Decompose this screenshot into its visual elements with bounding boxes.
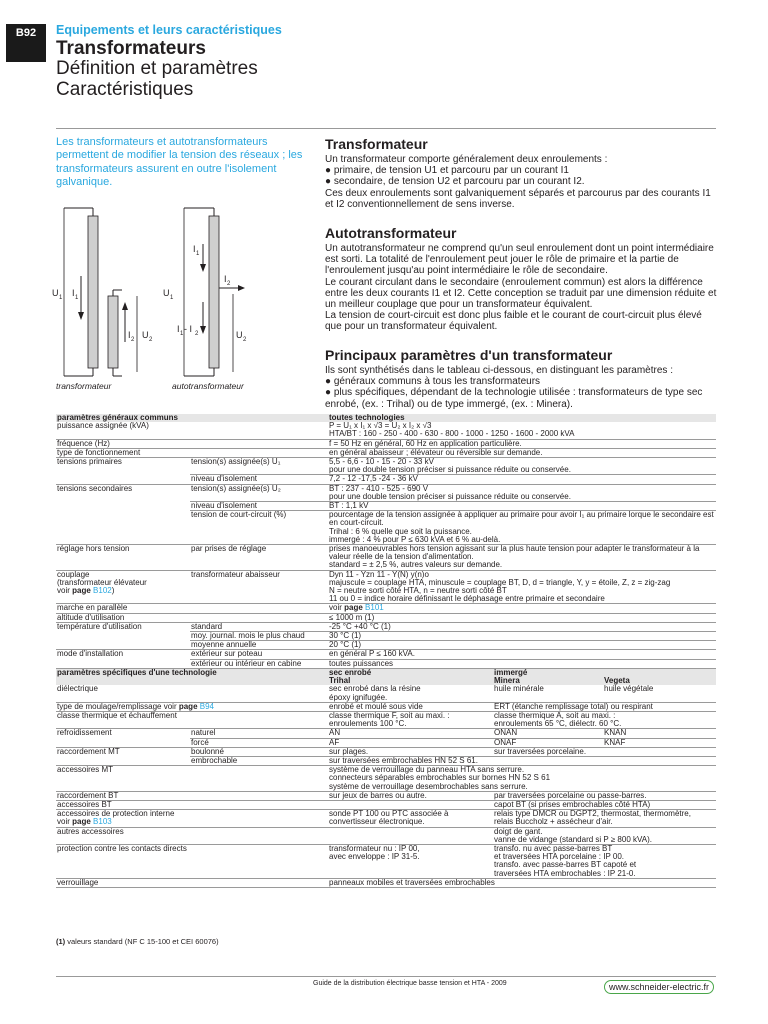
svg-text:I: I [177,324,180,334]
svg-text:1: 1 [170,295,174,301]
section-title: Autotransformateur [325,225,457,241]
svg-text:1: 1 [75,295,79,301]
paragraph: Le courant circulant dans le secondaire (enroulement commun) est alors la différence entre les deux courants I1 et I2. Cette conception se traduit par une dimension réduite et un meilleur couplage que pour un transformateur équivalent. [325,276,717,311]
svg-text:U: U [236,330,243,340]
svg-text:2: 2 [227,281,231,287]
table-row: moyenne annuelle 20 °C (1) [56,641,716,650]
website-link[interactable]: www.schneider-electric.fr [604,980,714,994]
paragraph: Ils sont synthétisés dans le tableau ci-dessous, en distinguant les paramètres : [325,365,673,376]
svg-text:2: 2 [149,337,153,343]
table-row: diélectrique sec enrobé dans la résine époxy ignifugée. huile minérale huile végétale [56,685,716,702]
table-row: embrochable sur traversées embrochables HN 52 S 61. [56,756,716,765]
svg-text:U: U [52,288,59,298]
table-row: protection contre les contacts directs transformateur nu : IP 00, avec enveloppe : IP 31-5. transfo. nu avec passe-barres BT et traversées HTA porcelaine : IP 00. transfo. avec passe-barres BT capoté et traversées HTA embrochables : IP 21-0. [56,844,716,878]
svg-text:1: 1 [180,331,184,337]
table-header: paramètres spécifiques d'une technologie sec enrobé immergé [56,668,716,677]
table-row: accessoires BT capot BT (si prises embrochables côté HTA) [56,800,716,809]
footer-divider [56,976,716,977]
bullet: ● généraux communs à tous les transformateurs [325,376,541,388]
svg-text:I: I [224,274,227,284]
table-row: fréquence (Hz) f = 50 Hz en général, 60 Hz en application particulière. [56,439,716,448]
table-row: moy. journal. mois le plus chaud 30 °C (1) [56,632,716,641]
table-row: raccordement MT boulonné sur plages. sur traversées porcelaine. [56,747,716,756]
secondary-winding [108,296,118,368]
bullet: ● secondaire, de tension U2 et parcouru par un courant I2. [325,176,585,188]
paragraph: Ces deux enroulements sont galvaniquement séparés et parcourus par des courants I1 et I2 conventionnellement de sens inverse. [325,187,711,210]
table-row: marche en parallèle voir page B101 [56,604,716,613]
svg-text:U: U [163,288,170,298]
table-row: réglage hors tension par prises de réglage prises manoeuvrables hors tension agissant sur la plus haute tension pour adapter le transformateur à la valeur réelle de la tension d'alimentation. standard = ± 2,5 %, autres valeurs sur demande. [56,545,716,571]
caption-transformateur: transformateur [56,381,112,391]
page-code-badge: B92 [6,24,46,62]
primary-winding [88,216,98,368]
svg-text:U: U [142,330,149,340]
section-title: Principaux paramètres d'un transformateur [325,347,613,363]
table-row: verrouillage panneaux mobiles et traversées embrochables [56,878,716,887]
svg-text:I: I [128,330,131,340]
svg-text:I: I [72,288,75,298]
page-subtitle-2: Caractéristiques [56,79,194,100]
table-row: autres accessoires doigt de gant. vanne de vidange (standard si P ≥ 800 kVA). [56,827,716,844]
intro-text: Les transformateurs et autotransformateurs permettent de modifier la tension des réseaux ; les transformateurs assurent en outre l'isolement galvanique. [56,136,303,188]
table-row: classe thermique et échauffement classe thermique F, soit au maxi. : enroulements 100 °C. classe thermique A, soit au maxi. : enroulements 65 °C, diélectr. 60 °C. [56,711,716,728]
parameters-table [56,414,716,888]
table-header [56,414,716,422]
table-row: refroidissement naturel AN ONAN KNAN [56,729,716,738]
footnote: (1) valeurs standard (NF C 15-100 et CEI 60076) [56,937,219,946]
table-row: raccordement BT sur jeux de barres ou autre. par traversées porcelaine ou passe-barres. [56,791,716,800]
table-row: accessoires MT système de verrouillage du panneau HTA sans serrure. connecteurs séparables embrochables sur bornes HN 52 S 61 système de verrouillage desembrochables sans serrure. [56,766,716,792]
bullet: ● primaire, de tension U1 et parcouru par un courant I1 [325,165,569,177]
page-subtitle-1: Définition et paramètres [56,58,258,79]
paragraph: La tension de court-circuit est donc plus faible et le courant de court-circuit plus élevé que pour un transformateur équivalent. [325,310,702,333]
section-title: Transformateur [325,136,428,152]
table-row: extérieur ou intérieur en cabine toutes puissances [56,659,716,668]
svg-text:2: 2 [131,337,135,343]
table-row: tensions primaires tension(s) assignée(s) U₁ 5,5 - 6,6 - 10 - 15 - 20 - 33 kV pour une double tension préciser si puissance réduite ou conservée. [56,458,716,475]
transformer-diagram [50,206,260,378]
table-row: accessoires de protection interne voir page B103 sonde PT 100 ou PTC associée à convertisseur électronique. relais type DMCR ou DGPT2, thermostat, thermomètre, relais Buccholz + assécheur d'air. [56,810,716,827]
table-row: type de moulage/remplissage voir page B94 enrobé et moulé sous vide ERT (étanche remplissage total) ou respirant [56,702,716,711]
svg-text:I: I [193,244,196,254]
table-row: température d'utilisation standard -25 °C +40 °C (1) [56,622,716,631]
table-row: tension de court-circuit (%) pourcentage de la tension assignée à appliquer au primaire pour avoir I₁ au primaire lorque le secondaire est en court-circuit. Trihal : 6 % quelle que soit la puissance. immergé : 4 % pour P ≤ 630 kVA et 6 % au-delà. [56,511,716,545]
paragraph: Un transformateur comporte généralement deux enroulements : [325,154,608,165]
svg-text:1: 1 [196,251,200,257]
table-row: type de fonctionnement en général abaisseur ; élévateur ou réversible sur demande. [56,448,716,457]
chapter-kicker: Equipements et leurs caractéristiques [56,23,282,37]
section-transformateur [325,136,720,210]
svg-text:1: 1 [59,295,63,301]
paragraph: Un autotransformateur ne comprend qu'un seul enroulement dont un point intermédiaire est sorti. La totalité de l'enroulement peut jouer le rôle de primaire et la partie de l'enroulement jusqu'au point intermédiaire le rôle de secondaire. [325,243,714,277]
table-row: couplage (transformateur élévateur voir page B102) transformateur abaisseur Dyn 11 - Yzn 11 - Y(N) y(n)o majuscule = couplage HTA, minuscule = couplage BT, D, d = triangle, Y, y = étoile, Z, z = zig-zag N = neutre sorti côté HTA, n = neutre sorti côté BT 11 ou 0 = indice horaire définissant le déphasage entre primaire et secondaire [56,570,716,604]
table-row: niveau d'isolement BT : 1,1 kV [56,502,716,511]
section-autotransformateur [325,225,720,333]
bullet: ● plus spécifiques, dépendant de la technologie utilisée : transformateurs de type sec enrobé, (ex. : Trihal) ou de type immergé, (ex. : Minera). [325,387,703,410]
table-row: altitude d'utilisation ≤ 1000 m (1) [56,613,716,622]
page-link[interactable]: B102 [93,586,112,596]
section-parametres [325,347,720,410]
svg-text:- I: - I [184,324,192,334]
page-link[interactable]: B101 [365,603,384,613]
caption-autotransformateur: autotransformateur [172,381,244,391]
header-general: paramètres généraux communs [56,414,328,422]
table-row: puissance assignée (kVA) P = U₁ x I₁ x √3 = U₂ x I₂ x √3 HTA/BT : 160 - 250 - 400 - 630 - 800 - 1000 - 1250 - 1600 - 2000 kVA [56,422,716,439]
table-row: niveau d'isolement 7,2 - 12 -17,5 -24 - 36 kV [56,475,716,484]
footer-text: Guide de la distribution électrique basse tension et HTA - 2009 [313,980,507,987]
table-row: mode d'installation extérieur sur poteau en général P ≤ 160 kVA. [56,650,716,659]
header-alltech: toutes technologies [328,414,716,422]
svg-text:2: 2 [243,337,247,343]
table-row: tensions secondaires tension(s) assignée(s) U₂ BT : 237 - 410 - 525 - 690 V pour une double tension préciser si puissance réduite ou conservée. [56,484,716,501]
table-row: forcé AF ONAF KNAF [56,738,716,747]
top-divider [56,128,716,129]
auto-winding [209,216,219,368]
page-link[interactable]: B94 [199,702,214,711]
page-link[interactable]: B103 [93,817,112,827]
table-header: Trihal Minera Vegeta [56,677,716,685]
page-title: Transformateurs [56,38,206,59]
svg-text:2: 2 [195,331,199,337]
